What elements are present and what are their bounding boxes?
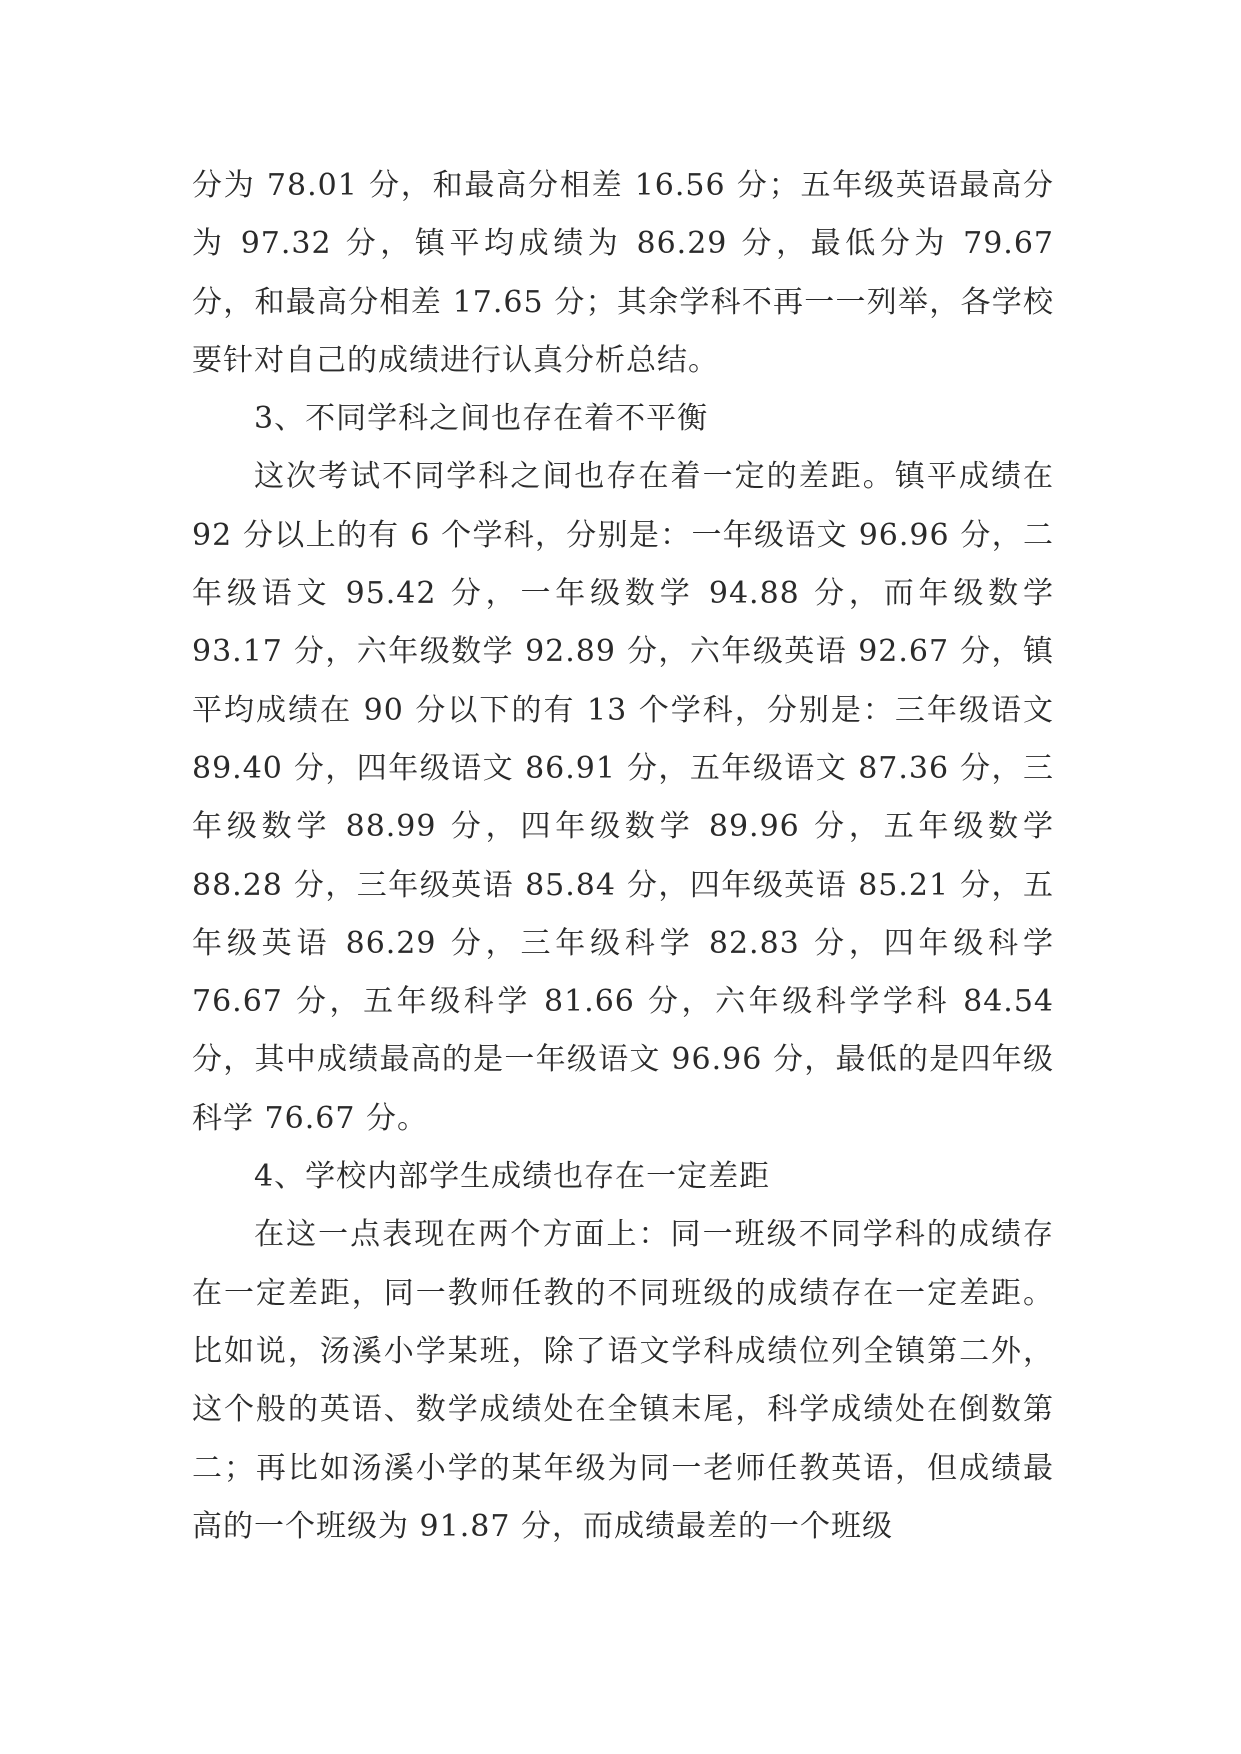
paragraph-subject-gap: 这次考试不同学科之间也存在着一定的差距。镇平成绩在 92 分以上的有 6 个学科，分别是：一年级语文 96.96 分，二年级语文 95.42 分，一年级数学 94.88 分，而年级数学 93.17 分，六年级数学 92.89 分，六年级英语 92.67 分，镇平均成绩在 90 分以下的有 13 个学科，分别是：三年级语文 89.40 分，四年级语文 86.91 分，五年级语文 87.36 分，三年级数学 88.99 分，四年级数学 89.96 分，五年级数学 88.28 分，三年级英语 85.84 分，四年级英语 85.21 分，五年级英语 86.29 分，三年级科学 82.83 分，四年级科学 76.67 分，五年级科学 81.66 分，六年级科学学科 84.54 分，其中成绩最高的是一年级语文 96.96 分，最低的是四年级科学 76.67 分。 <box>192 459 1054 1136</box>
section-heading-3: 3、不同学科之间也存在着不平衡 <box>254 401 709 437</box>
paragraph-internal-gap: 在这一点表现在两个方面上：同一班级不同学科的成绩存在一定差距，同一教师任教的不同班级的成绩存在一定差距。比如说，汤溪小学某班，除了语文学科成绩位列全镇第二外，这个般的英语、数学成绩处在全镇末尾，科学成绩处在倒数第二；再比如汤溪小学的某年级为同一老师任教英语，但成绩最高的一个班级为 91.87 分，而成绩最差的一个班级 <box>192 1217 1054 1544</box>
section-heading-4: 4、学校内部学生成绩也存在一定差距 <box>254 1159 771 1195</box>
document-body <box>192 157 1054 1556</box>
paragraph-continuation: 分为 78.01 分，和最高分相差 16.56 分；五年级英语最高分为 97.32 分，镇平均成绩为 86.29 分，最低分为 79.67 分，和最高分相差 17.65 分；其余学科不再一一列举，各学校要针对自己的成绩进行认真分析总结。 <box>192 168 1054 378</box>
